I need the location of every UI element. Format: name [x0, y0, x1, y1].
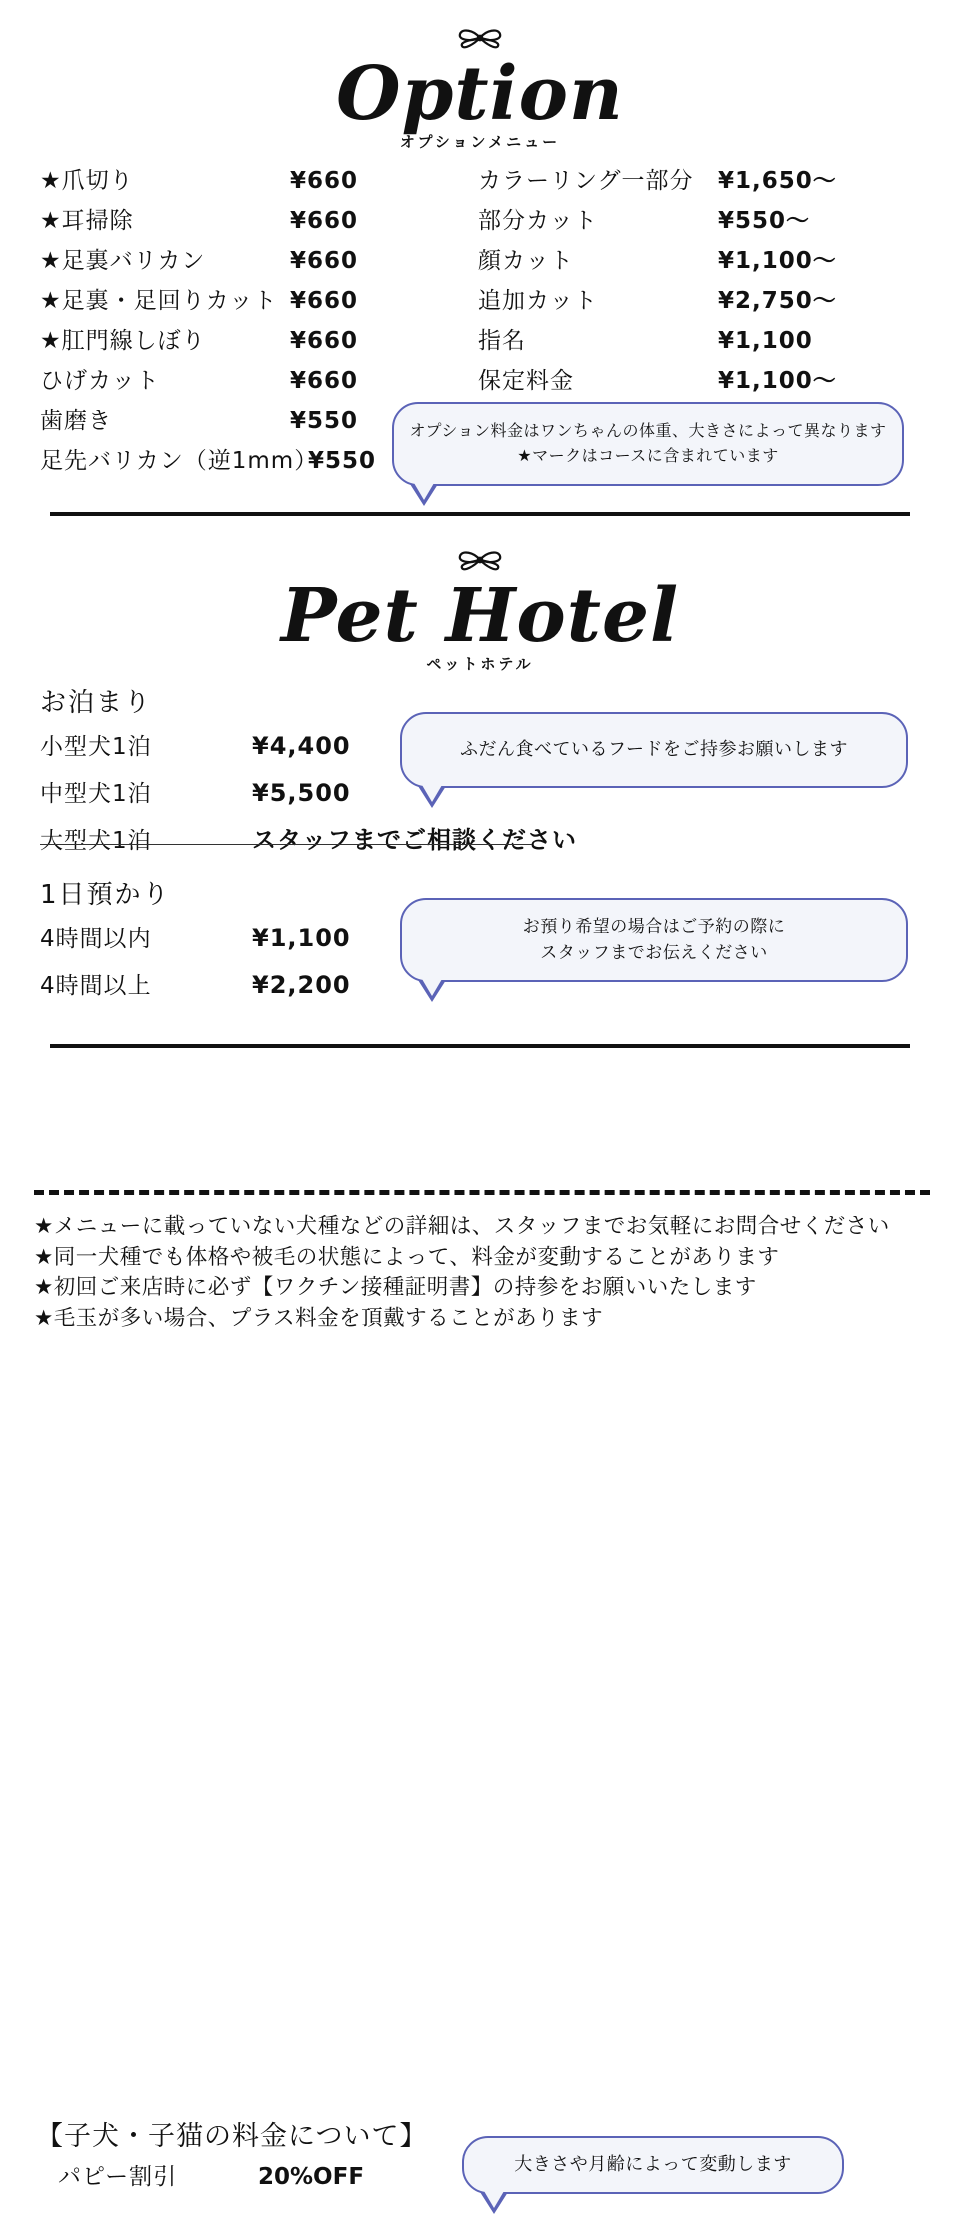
option-row [478, 170, 898, 193]
hotel-reserve-note-line1: お預り希望の場合はご予約の際に [522, 916, 786, 937]
option-label: ★耳掃除 [40, 208, 134, 234]
option-note-line2: ★マークはコースに含まれています [517, 446, 779, 465]
hotel-daycare-title: 1日預かり [40, 880, 171, 910]
option-price: ¥660 [290, 208, 359, 234]
option-label: ★足裏バリカン [40, 248, 206, 274]
hotel-daycare-price: ¥2,200 [252, 971, 351, 999]
option-note-bubble [392, 402, 904, 486]
option-price: ¥550〜 [718, 208, 811, 234]
option-row [478, 290, 898, 313]
option-label: 保定料金 [478, 368, 574, 394]
notes-section [34, 1212, 934, 1334]
hotel-stay-label: 小型犬1泊 [40, 734, 152, 760]
option-label: カラーリング一部分 [478, 168, 694, 194]
note-item: ★初回ご来店時に必ず【ワクチン接種証明書】の持参をお願いいたします [34, 1275, 757, 1301]
puppy-title: 【子犬・子猫の料金について】 [36, 2121, 428, 2152]
bubble-tail-inner-icon [484, 2191, 504, 2208]
puppy-row [58, 2158, 364, 2191]
hotel-stay-label: 大型犬1泊 [40, 828, 152, 854]
puppy-note: 大きさや月齢によって変動します [514, 2154, 792, 2176]
option-left-column [40, 170, 420, 490]
option-row [40, 370, 420, 393]
note-item: ★同一犬種でも体格や被毛の状態によって、料金が変動することがあります [34, 1244, 780, 1270]
option-subtitle: オプションメニュー [399, 133, 561, 152]
option-logo-block [0, 0, 960, 152]
option-row [40, 410, 420, 433]
option-row [40, 210, 420, 233]
hotel-stay-label: 中型犬1泊 [40, 781, 152, 807]
option-price: ¥1,100〜 [718, 368, 837, 394]
option-price: ¥660 [290, 368, 359, 394]
hotel-stay-price: スタッフまでご相談ください [252, 826, 577, 854]
hotel-subtitle: ペットホテル [426, 655, 534, 674]
option-right-column [478, 170, 898, 410]
option-label: 歯磨き [40, 408, 112, 434]
option-section [0, 0, 960, 512]
hotel-reserve-note-bubble [400, 898, 908, 982]
option-price: ¥550 [308, 448, 377, 474]
hotel-food-note-bubble [400, 712, 908, 788]
option-label: ★肛門線しぼり [40, 328, 206, 354]
note-item: ★メニューに載っていない犬種などの詳細は、スタッフまでお気軽にお問合せください [34, 1214, 890, 1239]
option-row [40, 170, 420, 193]
hotel-stay-row [40, 828, 577, 853]
divider-stay-daycare [40, 844, 532, 845]
puppy-label: パピー割引 [58, 2164, 178, 2190]
option-label: ★爪切り [40, 168, 134, 194]
option-note-line1: オプション料金はワンちゃんの体重、大きさによって異なります [409, 421, 887, 441]
option-title: Option [336, 51, 624, 137]
option-label: 追加カット [478, 288, 598, 314]
hotel-daycare-row [40, 926, 351, 951]
option-label: 足先バリカン（逆1mm） [40, 448, 319, 474]
bubble-tail-inner-icon [414, 483, 434, 500]
option-price: ¥660 [290, 328, 359, 354]
option-row [40, 250, 420, 273]
hotel-daycare-list [40, 926, 351, 1020]
option-row [478, 370, 898, 393]
hotel-daycare-price: ¥1,100 [252, 924, 351, 952]
option-label: 顔カット [478, 248, 574, 274]
hotel-stay-title: お泊まり [40, 688, 153, 718]
option-price: ¥550 [290, 408, 359, 434]
hotel-daycare-row [40, 973, 351, 998]
bubble-tail-inner-icon [422, 979, 442, 996]
option-label: 部分カット [478, 208, 598, 234]
option-label: 指名 [478, 328, 526, 354]
option-price: ¥1,100 [718, 328, 813, 354]
option-price: ¥1,100〜 [718, 248, 837, 274]
hotel-stay-price: ¥5,500 [252, 779, 351, 807]
option-price: ¥660 [290, 248, 359, 274]
note-item: ★毛玉が多い場合、プラス料金を頂戴することがあります [34, 1305, 604, 1331]
option-price: ¥660 [290, 168, 359, 194]
hotel-food-note: ふだん食べているフードをご持参お願いします [460, 739, 848, 761]
option-row [478, 330, 898, 353]
hotel-daycare-label: 4時間以内 [40, 926, 152, 952]
hotel-stay-price: ¥4,400 [252, 732, 351, 760]
puppy-note-bubble [462, 2136, 844, 2194]
option-row [478, 210, 898, 233]
hotel-daycare-label: 4時間以上 [40, 973, 152, 999]
divider-dashed-notes [34, 1190, 930, 1195]
hotel-logo-block [0, 512, 960, 674]
hotel-title: Pet Hotel [280, 573, 680, 659]
option-row [40, 290, 420, 313]
option-label: ひげカット [40, 368, 160, 394]
option-row [40, 450, 420, 473]
option-price: ¥1,650〜 [718, 168, 837, 194]
option-label: ★足裏・足回りカット [40, 288, 278, 314]
option-row [40, 330, 420, 353]
hotel-reserve-note-line2: スタッフまでお伝えください [540, 943, 768, 963]
option-row [478, 250, 898, 273]
bubble-tail-inner-icon [422, 785, 442, 802]
puppy-price: 20%OFF [258, 2164, 365, 2190]
option-price: ¥2,750〜 [718, 288, 837, 314]
option-price: ¥660 [290, 288, 359, 314]
